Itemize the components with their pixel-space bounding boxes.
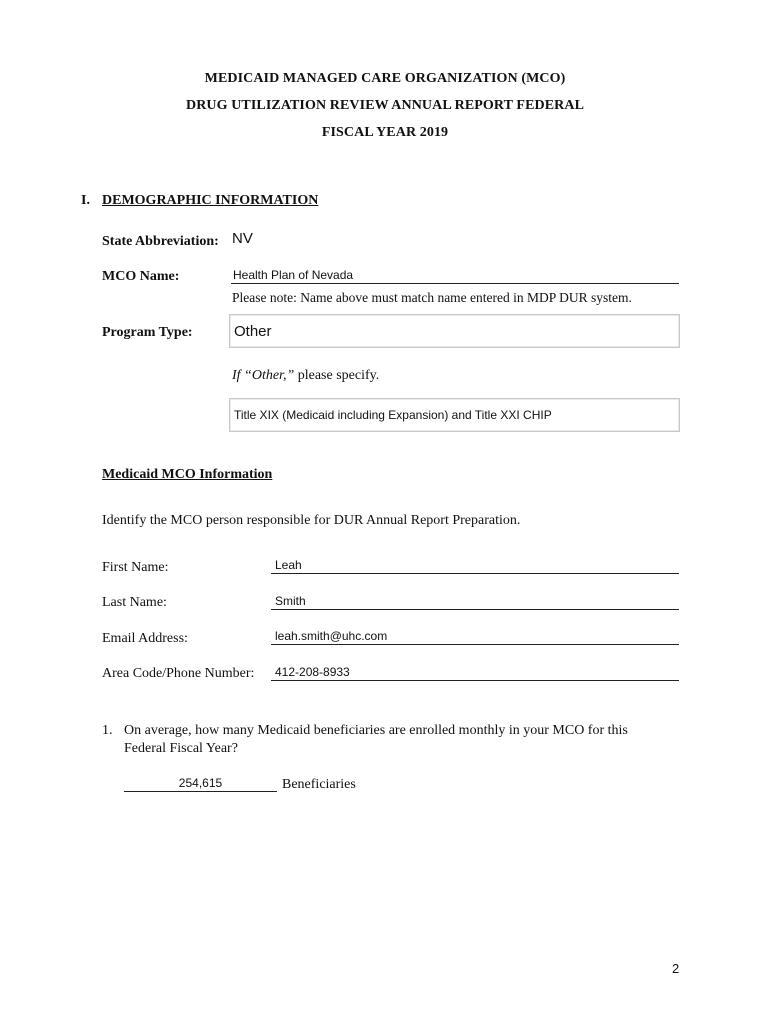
beneficiaries-underline <box>124 791 277 792</box>
email-underline <box>271 644 679 645</box>
report-title-line-3: FISCAL YEAR 2019 <box>321 125 449 140</box>
mco-name-note: Please note: Name above must match name entered in MDP DUR system. <box>232 290 632 305</box>
beneficiaries-value[interactable]: 254,615 <box>178 776 223 790</box>
mco-info-intro: Identify the MCO person responsible for DUR Annual Report Preparation. <box>102 513 521 528</box>
phone-label: Area Code/Phone Number: <box>102 666 255 681</box>
beneficiaries-unit: Beneficiaries <box>282 777 356 792</box>
last-name-underline <box>271 609 679 610</box>
mco-name-label: MCO Name: <box>102 269 180 284</box>
question-1-number: 1. <box>102 723 113 738</box>
other-rest: please specify. <box>294 368 380 383</box>
first-name-value[interactable]: Leah <box>275 558 302 572</box>
other-specify-prompt <box>232 368 379 384</box>
phone-value[interactable]: 412-208-8933 <box>275 665 350 679</box>
section-number: I. <box>81 193 90 208</box>
report-title-line-2: DRUG UTILIZATION REVIEW ANNUAL REPORT FEDERAL <box>185 98 585 113</box>
email-label: Email Address: <box>102 631 188 646</box>
last-name-label: Last Name: <box>102 595 167 610</box>
program-type-field[interactable] <box>229 314 680 348</box>
first-name-underline <box>271 573 679 574</box>
email-value[interactable]: leah.smith@uhc.com <box>275 629 388 643</box>
program-type-label: Program Type: <box>102 325 193 340</box>
page-number: 2 <box>672 961 680 976</box>
other-specify-field[interactable] <box>229 398 680 432</box>
mco-info-title: Medicaid MCO Information <box>102 467 273 482</box>
last-name-value[interactable]: Smith <box>275 594 306 608</box>
state-abbreviation-value[interactable]: NV <box>232 230 253 247</box>
state-abbreviation-label: State Abbreviation: <box>102 234 219 249</box>
other-specify-value: Title XIX (Medicaid including Expansion) and Title XXI CHIP <box>234 408 552 422</box>
first-name-label: First Name: <box>102 560 169 575</box>
report-title-line-1: MEDICAID MANAGED CARE ORGANIZATION (MCO) <box>204 71 566 86</box>
other-italic: If “Other,” <box>232 368 295 383</box>
program-type-value: Other <box>234 323 272 340</box>
mco-name-underline <box>231 283 679 284</box>
question-1-text-line-2: Federal Fiscal Year? <box>124 741 238 756</box>
section-title: DEMOGRAPHIC INFORMATION <box>102 193 319 208</box>
mco-name-value[interactable]: Health Plan of Nevada <box>233 268 354 282</box>
question-1-text-line-1: On average, how many Medicaid beneficiaries are enrolled monthly in your MCO for this <box>124 723 628 738</box>
phone-underline <box>271 680 679 681</box>
